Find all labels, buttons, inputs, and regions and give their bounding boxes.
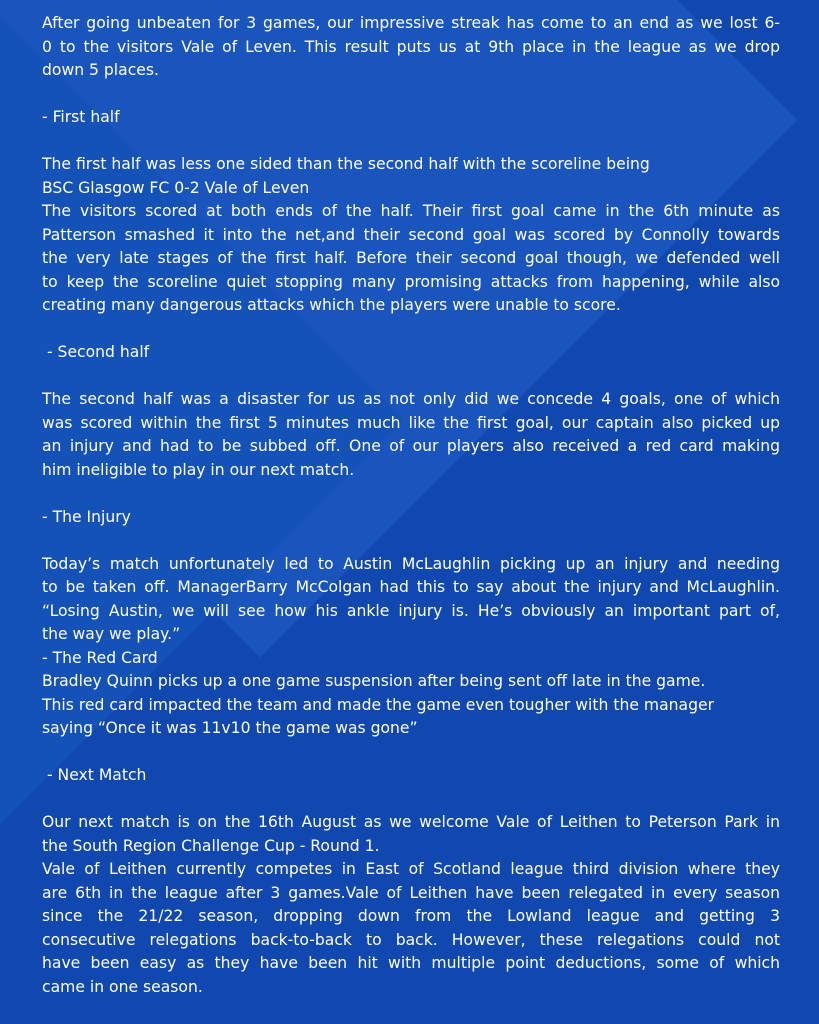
spacer xyxy=(42,83,780,107)
spacer xyxy=(42,365,780,389)
second-half-line: him ineligible to play in our next match. xyxy=(42,460,355,479)
scoreline: BSC Glasgow FC 0-2 Vale of Leven xyxy=(42,178,310,197)
next-match-line: consecutive relegations back-to-back to back. However, these relegations could not xyxy=(42,930,780,949)
injury-line: “Losing Austin, we will see how his ankle injury is. He’s obviously an important part of, xyxy=(42,601,780,620)
red-card-line: Bradley Quinn picks up a one game suspension after being sent off late in the game. xyxy=(42,672,706,690)
spacer xyxy=(42,741,780,765)
first-half-line: creating many dangerous attacks which the players were unable to score. xyxy=(42,296,621,314)
next-match-line: Our next match is on the 16th August as we welcome Vale of Leithen to Peterson Park in xyxy=(42,813,780,831)
next-match-line: have been easy as they have been hit with multiple point deductions, some of which xyxy=(42,954,780,972)
next-match-line: the South Region Challenge Cup - Round 1. xyxy=(42,836,380,855)
injury-heading: - The Injury xyxy=(42,507,131,526)
first-half-line: the very late stages of the first half. Before their second goal though, we defended well xyxy=(42,249,780,267)
second-half-line: The second half was a disaster for us as not only did we concede 4 goals, one of which xyxy=(42,390,780,408)
red-card-line: saying “Once it was 11v10 the game was gone” xyxy=(42,719,418,737)
spacer xyxy=(42,529,780,553)
next-match-line: since the 21/22 season, dropping down from the Lowland league and getting 3 xyxy=(42,907,780,925)
spacer xyxy=(42,318,780,342)
first-half-line: to keep the scoreline quiet stopping many promising attacks from happening, while also xyxy=(42,272,780,291)
next-match-line: Vale of Leithen currently competes in East of Scotland league third division where they xyxy=(42,860,780,878)
intro-line: After going unbeaten for 3 games, our impressive streak has come to an end as we lost 6- xyxy=(42,14,780,32)
second-half-heading: - Second half xyxy=(42,343,150,361)
spacer xyxy=(42,482,780,506)
injury-line: the way we play.” xyxy=(42,625,181,643)
injury-line: to be taken off. ManagerBarry McColgan had this to say about the injury and McLaughlin. xyxy=(42,578,780,596)
second-half-line: was scored within the first 5 minutes much like the first goal, our captain also picked up xyxy=(42,413,780,432)
first-half-heading: - First half xyxy=(42,108,120,126)
second-half-line: an injury and had to be subbed off. One of our players also received a red card making xyxy=(42,437,780,455)
first-half-line: The first half was less one sided than the second half with the scoreline being xyxy=(42,155,650,173)
intro-line: 0 to the visitors Vale of Leven. This result puts us at 9th place in the league as we drop xyxy=(42,37,780,56)
article-body xyxy=(42,12,780,999)
red-card-line: This red card impacted the team and made the game even tougher with the manager xyxy=(42,695,714,714)
next-match-heading: - Next Match xyxy=(42,766,147,784)
injury-line: Today’s match unfortunately led to Austin McLaughlin picking up an injury and needing xyxy=(42,554,780,573)
next-match-line: came in one season. xyxy=(42,977,203,996)
first-half-line: Patterson smashed it into the net,and their second goal was scored by Connolly towards xyxy=(42,225,780,244)
intro-line: down 5 places. xyxy=(42,61,159,79)
spacer xyxy=(42,788,780,812)
next-match-line: are 6th in the league after 3 games.Vale of Leithen have been relegated in every season xyxy=(42,883,780,902)
red-card-heading: - The Red Card xyxy=(42,648,158,667)
first-half-line: The visitors scored at both ends of the half. Their first goal came in the 6th minute as xyxy=(42,202,780,220)
spacer xyxy=(42,130,780,154)
